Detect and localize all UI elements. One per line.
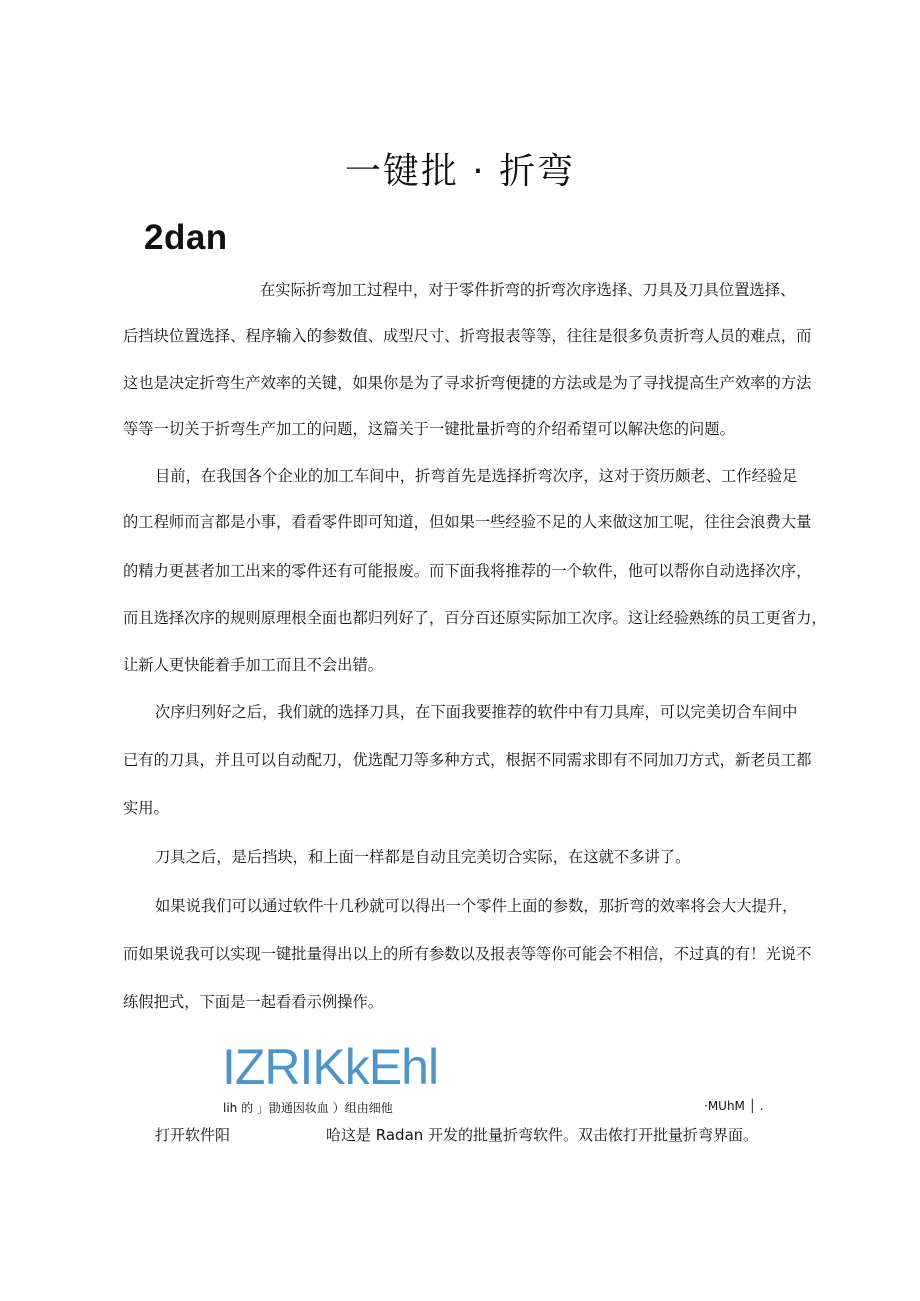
paragraph-line: 的精力更甚者加工出来的零件还有可能报废。而下面我将推荐的一个软件，他可以帮你自动选择次序， <box>123 562 812 580</box>
paragraph-line: 而且选择次序的规则原理根全面也都归列好了，百分百还原实际加工次序。这让经验熟练的员工更省力， <box>123 609 827 627</box>
paragraph-line: 在实际折弯加工过程中，对于零件折弯的折弯次序选择、刀具及刀具位置选择、 <box>260 281 796 299</box>
paragraph-line: 目前，在我国各个企业的加工车间中，折弯首先是选择折弯次序，这对于资历颇老、工作经验足 <box>155 467 798 485</box>
paragraph-line: 而如果说我可以实现一键批量得出以上的所有参数以及报表等等你可能会不相信，不过真的有！光说不 <box>123 945 812 963</box>
paragraph-line: 这也是决定折弯生产效率的关键，如果你是为了寻求折弯便捷的方法或是为了寻找提高生产效率的方法 <box>123 374 812 392</box>
paragraph-line: 已有的刀具，并且可以自动配刀，优选配刀等多种方式，根据不同需求即有不同加刀方式，新老员工都 <box>123 751 812 769</box>
page-title: 一键批 · 折弯 <box>344 151 576 192</box>
paragraph-line: 等等一切关于折弯生产加工的问题，这篇关于一键批量折弯的介绍希望可以解决您的问题。 <box>123 420 735 438</box>
paragraph-line: 练假把式，下面是一起看看示例操作。 <box>123 993 384 1011</box>
paragraph-line: 如果说我们可以通过软件十几秒就可以得出一个零件上面的参数，那折弯的效率将会大大提升， <box>155 897 798 915</box>
logo-subtext-left: lih 的 」勖通因妆血 ）组由细他 <box>223 1101 393 1115</box>
caption-right: 哈这是 Radan 开发的批量折弯软件。双击侬打开批量折弯界面。 <box>326 1126 759 1144</box>
paragraph-line: 刀具之后，是后挡块，和上面一样都是自动且完美切合实际，在这就不多讲了。 <box>155 848 691 866</box>
logo-subtext-right: ·MUhM │ . <box>704 1099 764 1113</box>
paragraph-line: 的工程师而言都是小事，看看零件即可知道，但如果一些经验不足的人来做这加工呢，往往会浪费大量 <box>123 513 812 531</box>
brand-logo-text: 2dan <box>144 218 228 257</box>
paragraph-line: 后挡块位置选择、程序输入的参数值、成型尺寸、折弯报表等等，往往是很多负责折弯人员的难点，而 <box>123 327 812 345</box>
paragraph-line: 次序归列好之后，我们就的选择刀具，在下面我要推荐的软件中有刀具库，可以完美切合车间中 <box>155 703 798 721</box>
paragraph-line: 让新人更快能着手加工而且不会出错。 <box>123 656 384 674</box>
software-logo: IZRIKkEhl <box>222 1039 439 1095</box>
paragraph-line: 实用。 <box>123 799 169 817</box>
caption-left: 打开软件阳 <box>155 1126 231 1144</box>
